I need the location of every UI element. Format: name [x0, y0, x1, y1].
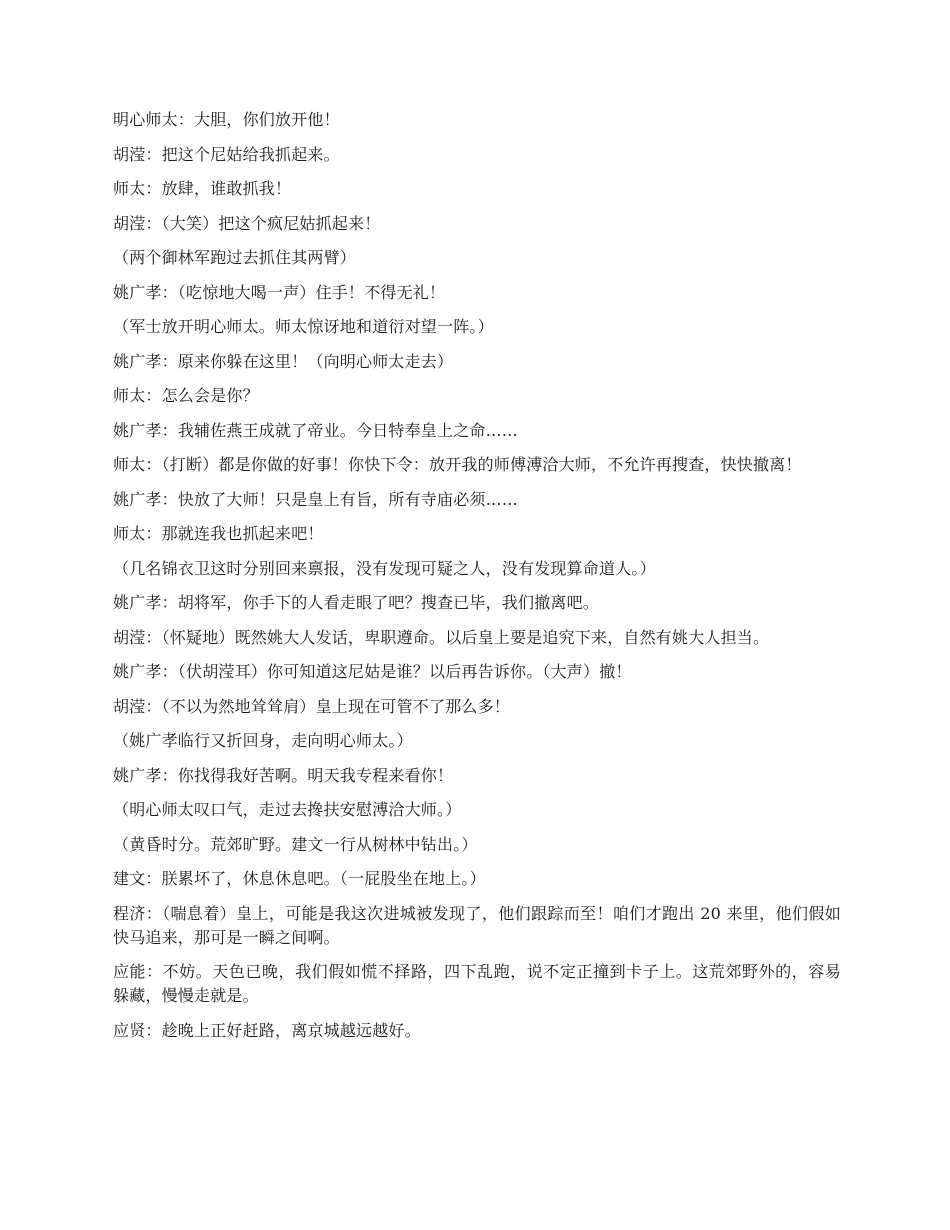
paragraph: （明心师太叹口气，走过去搀扶安慰溥洽大师。） — [113, 800, 462, 819]
paragraph: 师太：（打断）都是你做的好事！你快下令：放开我的师傅溥洽大师，不允许再搜查，快快撤离！ — [113, 455, 802, 474]
paragraph: 胡滢：（怀疑地）既然姚大人发话，卑职遵命。以后皇上要是追究下来，自然有姚大人担当。 — [113, 627, 770, 647]
paragraph: 姚广孝：（吃惊地大喝一声）住手！不得无礼！ — [113, 282, 446, 302]
paragraph: 胡滢：（大笑）把这个疯尼姑抓起来！ — [113, 213, 381, 233]
paragraph: （黄昏时分。荒郊旷野。建文一行从树林中钻出。） — [113, 834, 478, 854]
paragraph: 姚广孝：快放了大师！只是皇上有旨，所有寺庙必须…… — [113, 489, 519, 509]
paragraph: 姚广孝：我辅佐燕王成就了帝业。今日特奉皇上之命…… — [113, 420, 519, 440]
paragraph: （军士放开明心师太。师太惊讶地和道衍对望一阵。） — [113, 317, 494, 336]
paragraph: 姚广孝：原来你躲在这里！（向明心师太走去） — [113, 351, 454, 371]
paragraph: 应贤：趁晚上正好赶路，离京城越远越好。 — [113, 1020, 421, 1040]
paragraph: 师太：那就连我也抓起来吧！ — [113, 524, 324, 543]
paragraph: 姚广孝：（伏胡滢耳）你可知道这尼姑是谁？以后再告诉你。（大声）撤！ — [113, 662, 632, 681]
paragraph: 建文：朕累坏了，休息休息吧。（一屁股坐在地上。） — [113, 869, 486, 888]
paragraph: （姚广孝临行又折回身，走向明心师太。） — [113, 731, 413, 750]
paragraph: 师太：怎么会是你？ — [113, 386, 259, 405]
paragraph: 师太：放肆，谁敢抓我！ — [113, 179, 292, 198]
paragraph: 应能：不妨。天色已晚，我们假如慌不择路，四下乱跑，说不定正撞到卡子上。这荒郊野外的，容易躲藏，慢慢走就是。 — [113, 962, 841, 1005]
paragraph: 胡滢：（不以为然地耸耸肩）皇上现在可管不了那么多！ — [113, 696, 511, 716]
paragraph: 明心师太：大胆，你们放开他！ — [113, 110, 340, 129]
paragraph: 程济：（喘息着）皇上，可能是我这次进城被发现了，他们跟踪而至！咱们才跑出 20 来里，他们假如快马追来，那可是一瞬之间啊。 — [113, 903, 841, 947]
document-body — [113, 108, 841, 1053]
paragraph: 姚广孝：你找得我好苦啊。明天我专程来看你！ — [113, 765, 454, 785]
paragraph: （两个御林军跑过去抓住其两臂） — [113, 248, 357, 267]
paragraph: 姚广孝：胡将军，你手下的人看走眼了吧？搜查已毕，我们撤离吧。 — [113, 593, 600, 612]
paragraph: 胡滢：把这个尼姑给我抓起来。 — [113, 144, 340, 164]
paragraph: （几名锦衣卫这时分别回来禀报，没有发现可疑之人，没有发现算命道人。） — [113, 558, 656, 578]
